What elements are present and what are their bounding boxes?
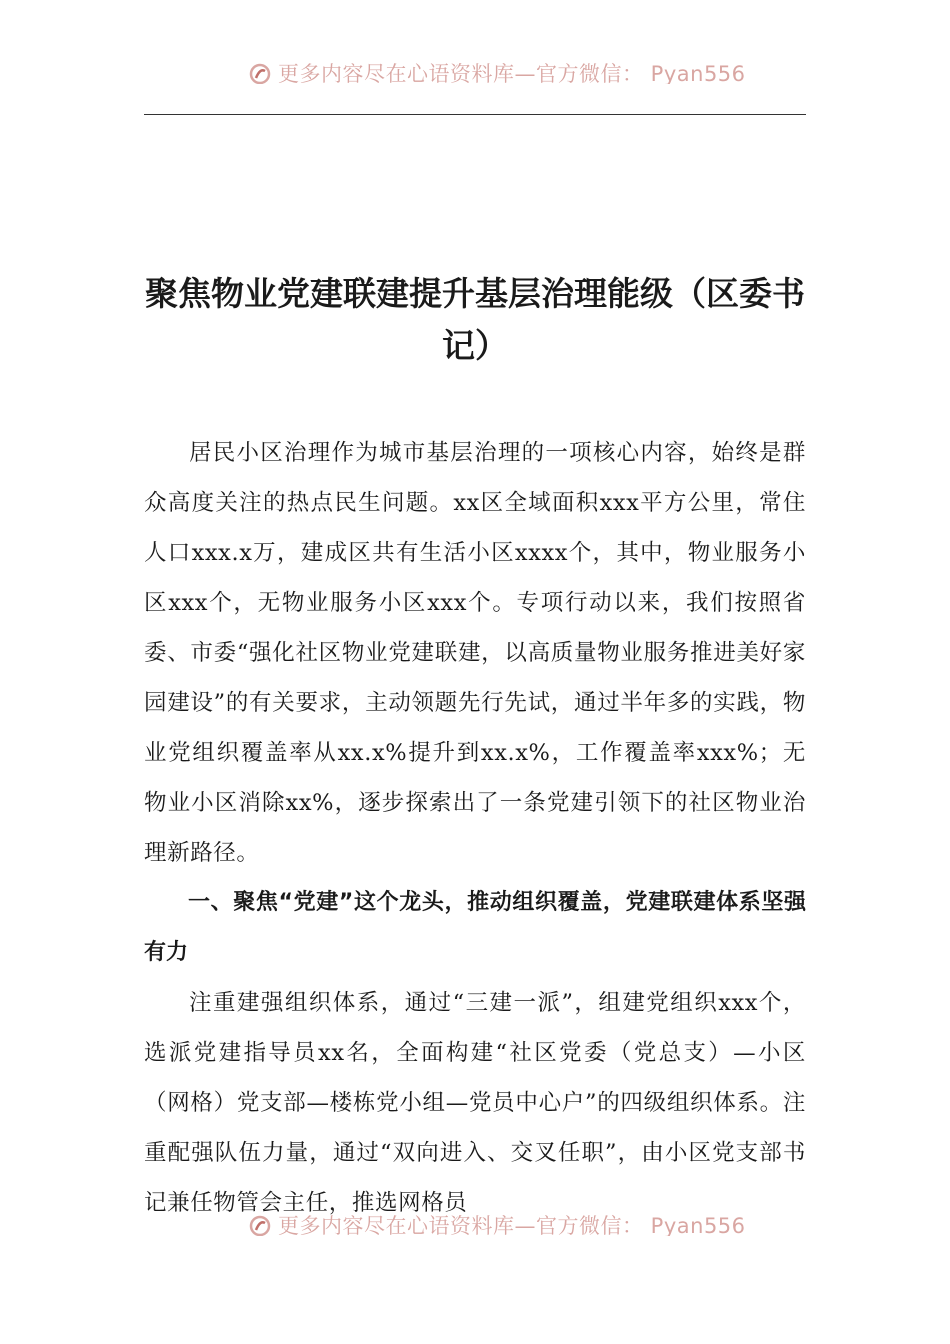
watermark-bottom <box>0 1206 950 1236</box>
document-body <box>144 428 806 1228</box>
watermark-logo-icon <box>248 1214 272 1236</box>
section-1-paragraph: 注重建强组织体系，通过“三建一派”，组建党组织xxx个，选派党建指导员xx名，全面构建“社区党委（党总支）—小区（网格）党支部—楼栋党小组—党员中心户”的四级组织体系。注重配强队伍力量，通过“双向进入、交叉任职”，由小区党支部书记兼任物管会主任，推选网格员 <box>144 990 806 1216</box>
watermark-text: 更多内容尽在心语资料库—官方微信： Pyan556 <box>278 62 746 84</box>
watermark-logo-icon <box>248 62 272 84</box>
watermark-text: 更多内容尽在心语资料库—官方微信： Pyan556 <box>278 1214 746 1236</box>
header-rule <box>144 114 806 115</box>
section-heading-1: 一、聚焦“党建”这个龙头，推动组织覆盖，党建联建体系坚强有力 <box>144 890 806 965</box>
document-title: 聚焦物业党建联建提升基层治理能级（区委书记） <box>145 274 805 365</box>
watermark-top <box>0 54 950 84</box>
intro-paragraph: 居民小区治理作为城市基层治理的一项核心内容，始终是群众高度关注的热点民生问题。xx区全域面积xxx平方公里，常住人口xxx.x万，建成区共有生活小区xxxx个，其中，物业服务小区xxx个，无物业服务小区xxx个。专项行动以来，我们按照省委、市委“强化社区物业党建联建，以高质量物业服务推进美好家园建设”的有关要求，主动领题先行先试，通过半年多的实践，物业党组织覆盖率从xx.x%提升到xx.x%，工作覆盖率xxx%；无物业小区消除xx%，逐步探索出了一条党建引领下的社区物业治理新路径。 <box>144 440 806 866</box>
